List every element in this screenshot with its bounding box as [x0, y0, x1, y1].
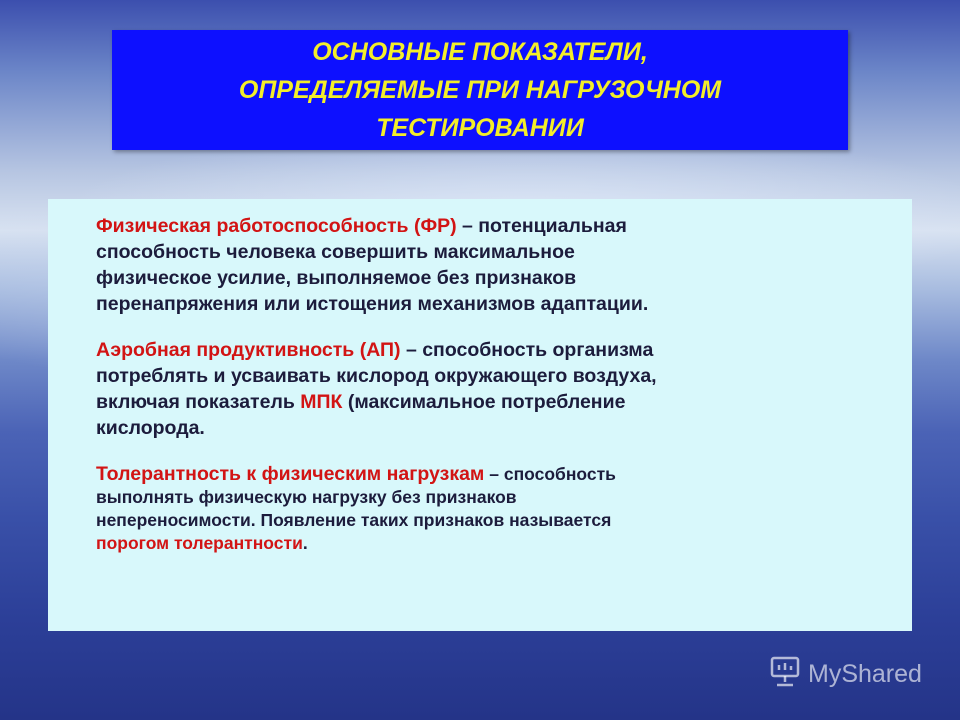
term-work-capacity: Физическая работоспособность (ФР) [96, 215, 457, 237]
definition-aerobic-productivity: Аэробная продуктивность (АП) – способность организма потреблять и усваивать кислород окружающего воздуха, включая показатель МПК (максимальное потребление кислорода. [96, 339, 657, 439]
term-mpk: МПК [300, 391, 343, 413]
myshared-watermark [768, 656, 922, 692]
slide-title [112, 30, 848, 150]
definition-work-capacity: Физическая работоспособность (ФР) – потенциальная способность человека совершить максимальное физическое усилие, выполняемое без признаков перенапряжения или истощения механизмов адаптации. [96, 215, 649, 315]
definition-tolerance: Толерантность к физическим нагрузкам – способность выполнять физическую нагрузку без признаков непереносимости. Появление таких признаков называется порогом толерантности. [96, 463, 616, 553]
definitions-panel [48, 199, 912, 631]
watermark-text: MyShared [808, 659, 922, 688]
presentation-board-icon [768, 655, 802, 694]
term-tolerance: Толерантность к физическим нагрузкам [96, 463, 485, 485]
title-line-3: ТЕСТИРОВАНИИ [376, 114, 584, 142]
term-tolerance-threshold: порогом толерантности [96, 533, 303, 553]
title-line-1: ОСНОВНЫЕ ПОКАЗАТЕЛИ, [312, 38, 648, 66]
term-aerobic-productivity: Аэробная продуктивность (АП) [96, 339, 401, 361]
title-line-2: ОПРЕДЕЛЯЕМЫЕ ПРИ НАГРУЗОЧНОМ [238, 76, 722, 104]
